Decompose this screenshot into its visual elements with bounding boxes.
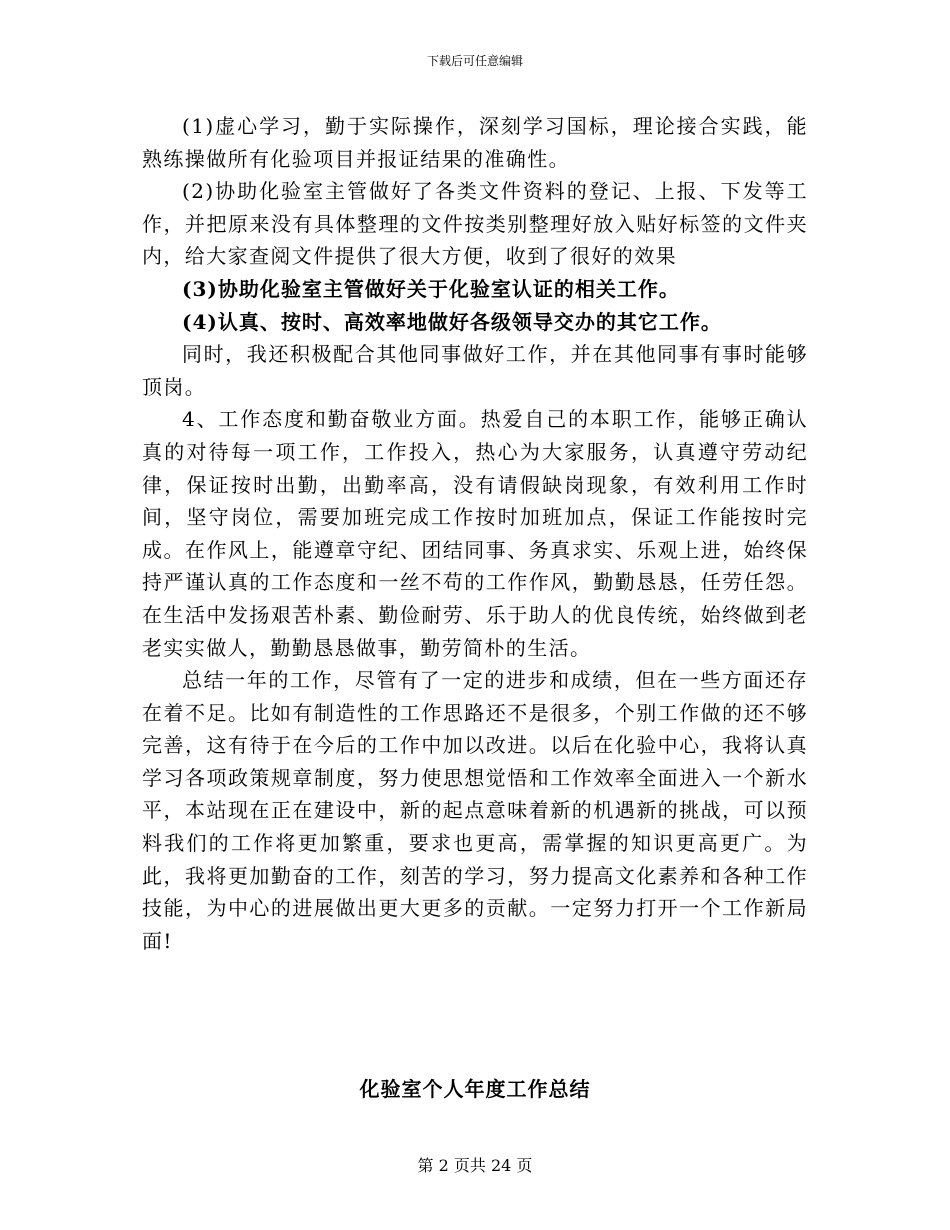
section-title: 化验室个人年度工作总结 — [359, 1077, 591, 1101]
paragraph-2: (2)协助化验室主管做好了各类文件资料的登记、上报、下发等工作，并把原来没有具体整理的文件按类别整理好放入贴好标签的文件夹内，给大家查阅文件提供了很大方便，收到了很好的效果 — [142, 179, 808, 269]
paragraph-7: 总结一年的工作，尽管有了一定的进步和成绩，但在一些方面还存在着不足。比如有制造性的工作思路还不是很多，个别工作做的还不够完善，这有待于在今后的工作中加以改进。以后在化验中心，我将认真学习各项政策规章制度，努力使思想觉悟和工作效率全面进入一个新水平，本站现在正在建设中，新的起点意味着新的机遇新的挑战，可以预料我们的工作将更加繁重，要求也更高，需掌握的知识更高更广。为此，我将更加勤奋的工作，刻苦的学习，努力提高文化素养和各种工作技能，为中心的进展做出更大更多的贡献。一定努力打开一个工作新局面! — [142, 668, 808, 953]
paragraph-3: (3)协助化验室主管做好关于化验室认证的相关工作。 — [182, 276, 680, 301]
paragraph-6: 4、工作态度和勤奋敬业方面。热爱自己的本职工作，能够正确认真的对待每一项工作，工作投入，热心为大家服务，认真遵守劳动纪律，保证按时出勤，出勤率高，没有请假缺岗现象，有效利用工作时间，坚守岗位，需要加班完成工作按时加班加点，保证工作能按时完成。在作风上，能遵章守纪、团结同事、务真求实、乐观上进，始终保持严谨认真的工作态度和一丝不苟的工作作风，勤勤恳恳，任劳任怨。在生活中发扬艰苦朴素、勤俭耐劳、乐于助人的优良传统，始终做到老老实实做人，勤勤恳恳做事，勤劳简朴的生活。 — [142, 407, 808, 660]
page-header: 下载后可任意编辑 — [426, 54, 523, 68]
paragraph-5: 同时，我还积极配合其他同事做好工作，并在其他同事有事时能够顶岗。 — [142, 342, 808, 399]
paragraph-1: (1)虚心学习，勤于实际操作，深刻学习国标，理论接合实践，能熟练操做所有化验项目并报证结果的准确性。 — [142, 114, 808, 171]
document-body — [142, 110, 808, 957]
paragraph-4: (4)认真、按时、高效率地做好各级领导交办的其它工作。 — [182, 309, 722, 334]
page-footer: 第 2 页共 24 页 — [417, 1156, 533, 1175]
